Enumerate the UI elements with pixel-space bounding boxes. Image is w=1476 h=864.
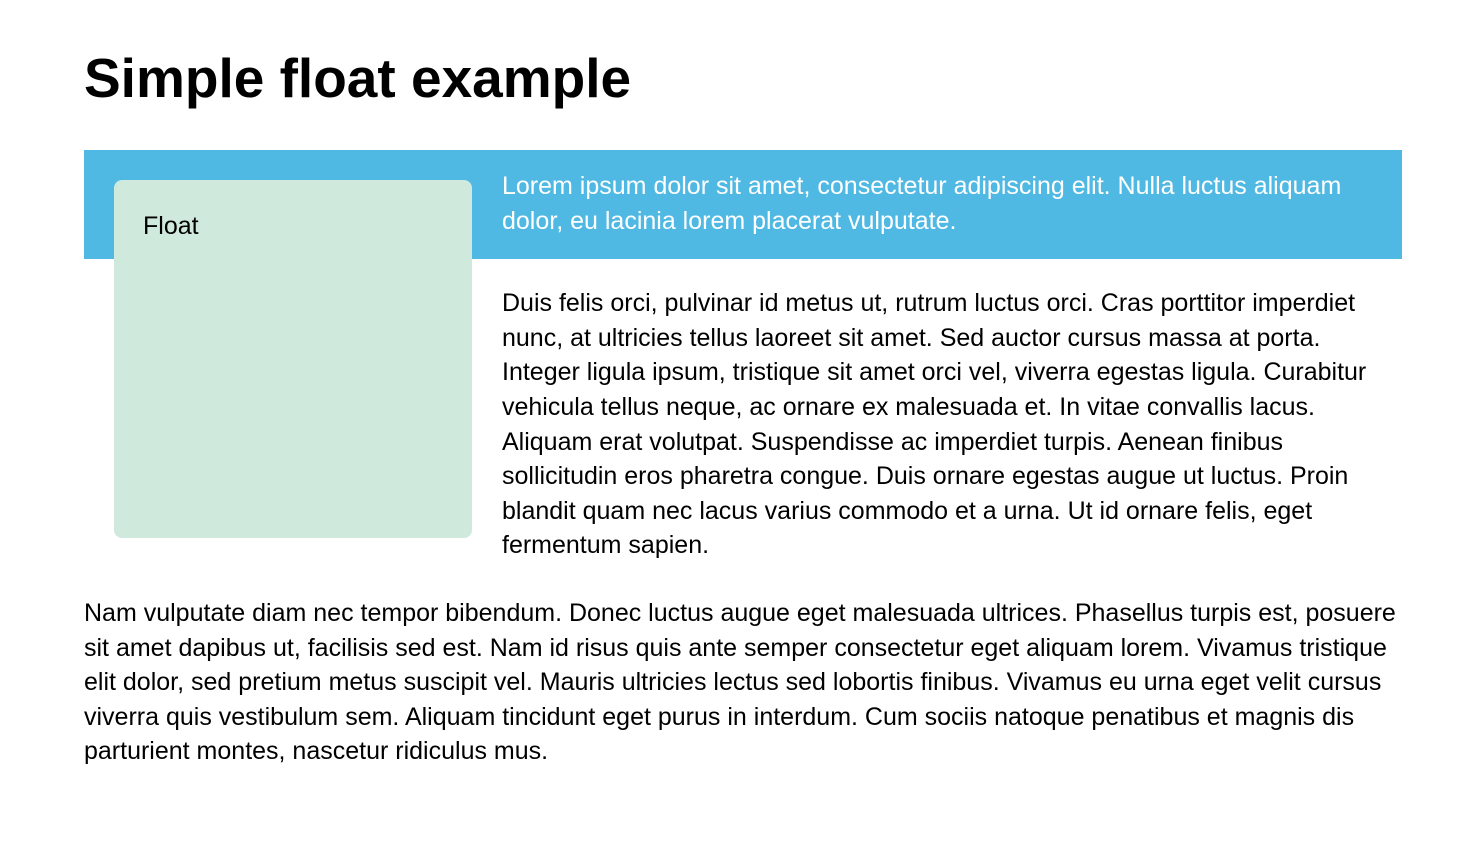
page-title: Simple float example	[84, 47, 632, 109]
content-area	[84, 150, 1402, 769]
page	[84, 0, 1402, 769]
third-paragraph: Nam vulputate diam nec tempor bibendum. Donec luctus augue eget malesuada ultrices. Phasellus turpis est, posuere sit amet dapibus ut, facilisis sed est. Nam id risus quis ante semper consectetur eget aliquam lorem. Vivamus tristique elit dolor, sed pretium metus suscipit vel. Mauris ultricies lectus sed lobortis finibus. Vivamus eu urna eget velit cursus viverra quis vestibulum sem. Aliquam tincidunt eget purus in interdum. Cum sociis natoque penatibus et magnis dis parturient montes, nascetur ridiculus mus.	[84, 599, 1396, 766]
float-box-label: Float	[143, 212, 199, 240]
float-box	[114, 180, 472, 538]
special-paragraph: Lorem ipsum dolor sit amet, consectetur adipiscing elit. Nulla luctus aliquam dolor, eu lacinia lorem placerat vulputate.	[84, 150, 1402, 259]
second-paragraph: Duis felis orci, pulvinar id metus ut, rutrum luctus orci. Cras porttitor imperdiet nunc, at ultricies tellus laoreet sit amet. Sed auctor cursus massa at porta. Integer ligula ipsum, tristique sit amet orci vel, viverra egestas ligula. Curabitur vehicula tellus neque, ac ornare ex malesuada et. In vitae convallis lacus. Aliquam erat volutpat. Suspendisse ac imperdiet turpis. Aenean finibus sollicitudin eros pharetra congue. Duis ornare egestas augue ut luctus. Proin blandit quam nec lacus varius commodo et a urna. Ut id ornare felis, eget fermentum sapien.	[502, 289, 1367, 560]
